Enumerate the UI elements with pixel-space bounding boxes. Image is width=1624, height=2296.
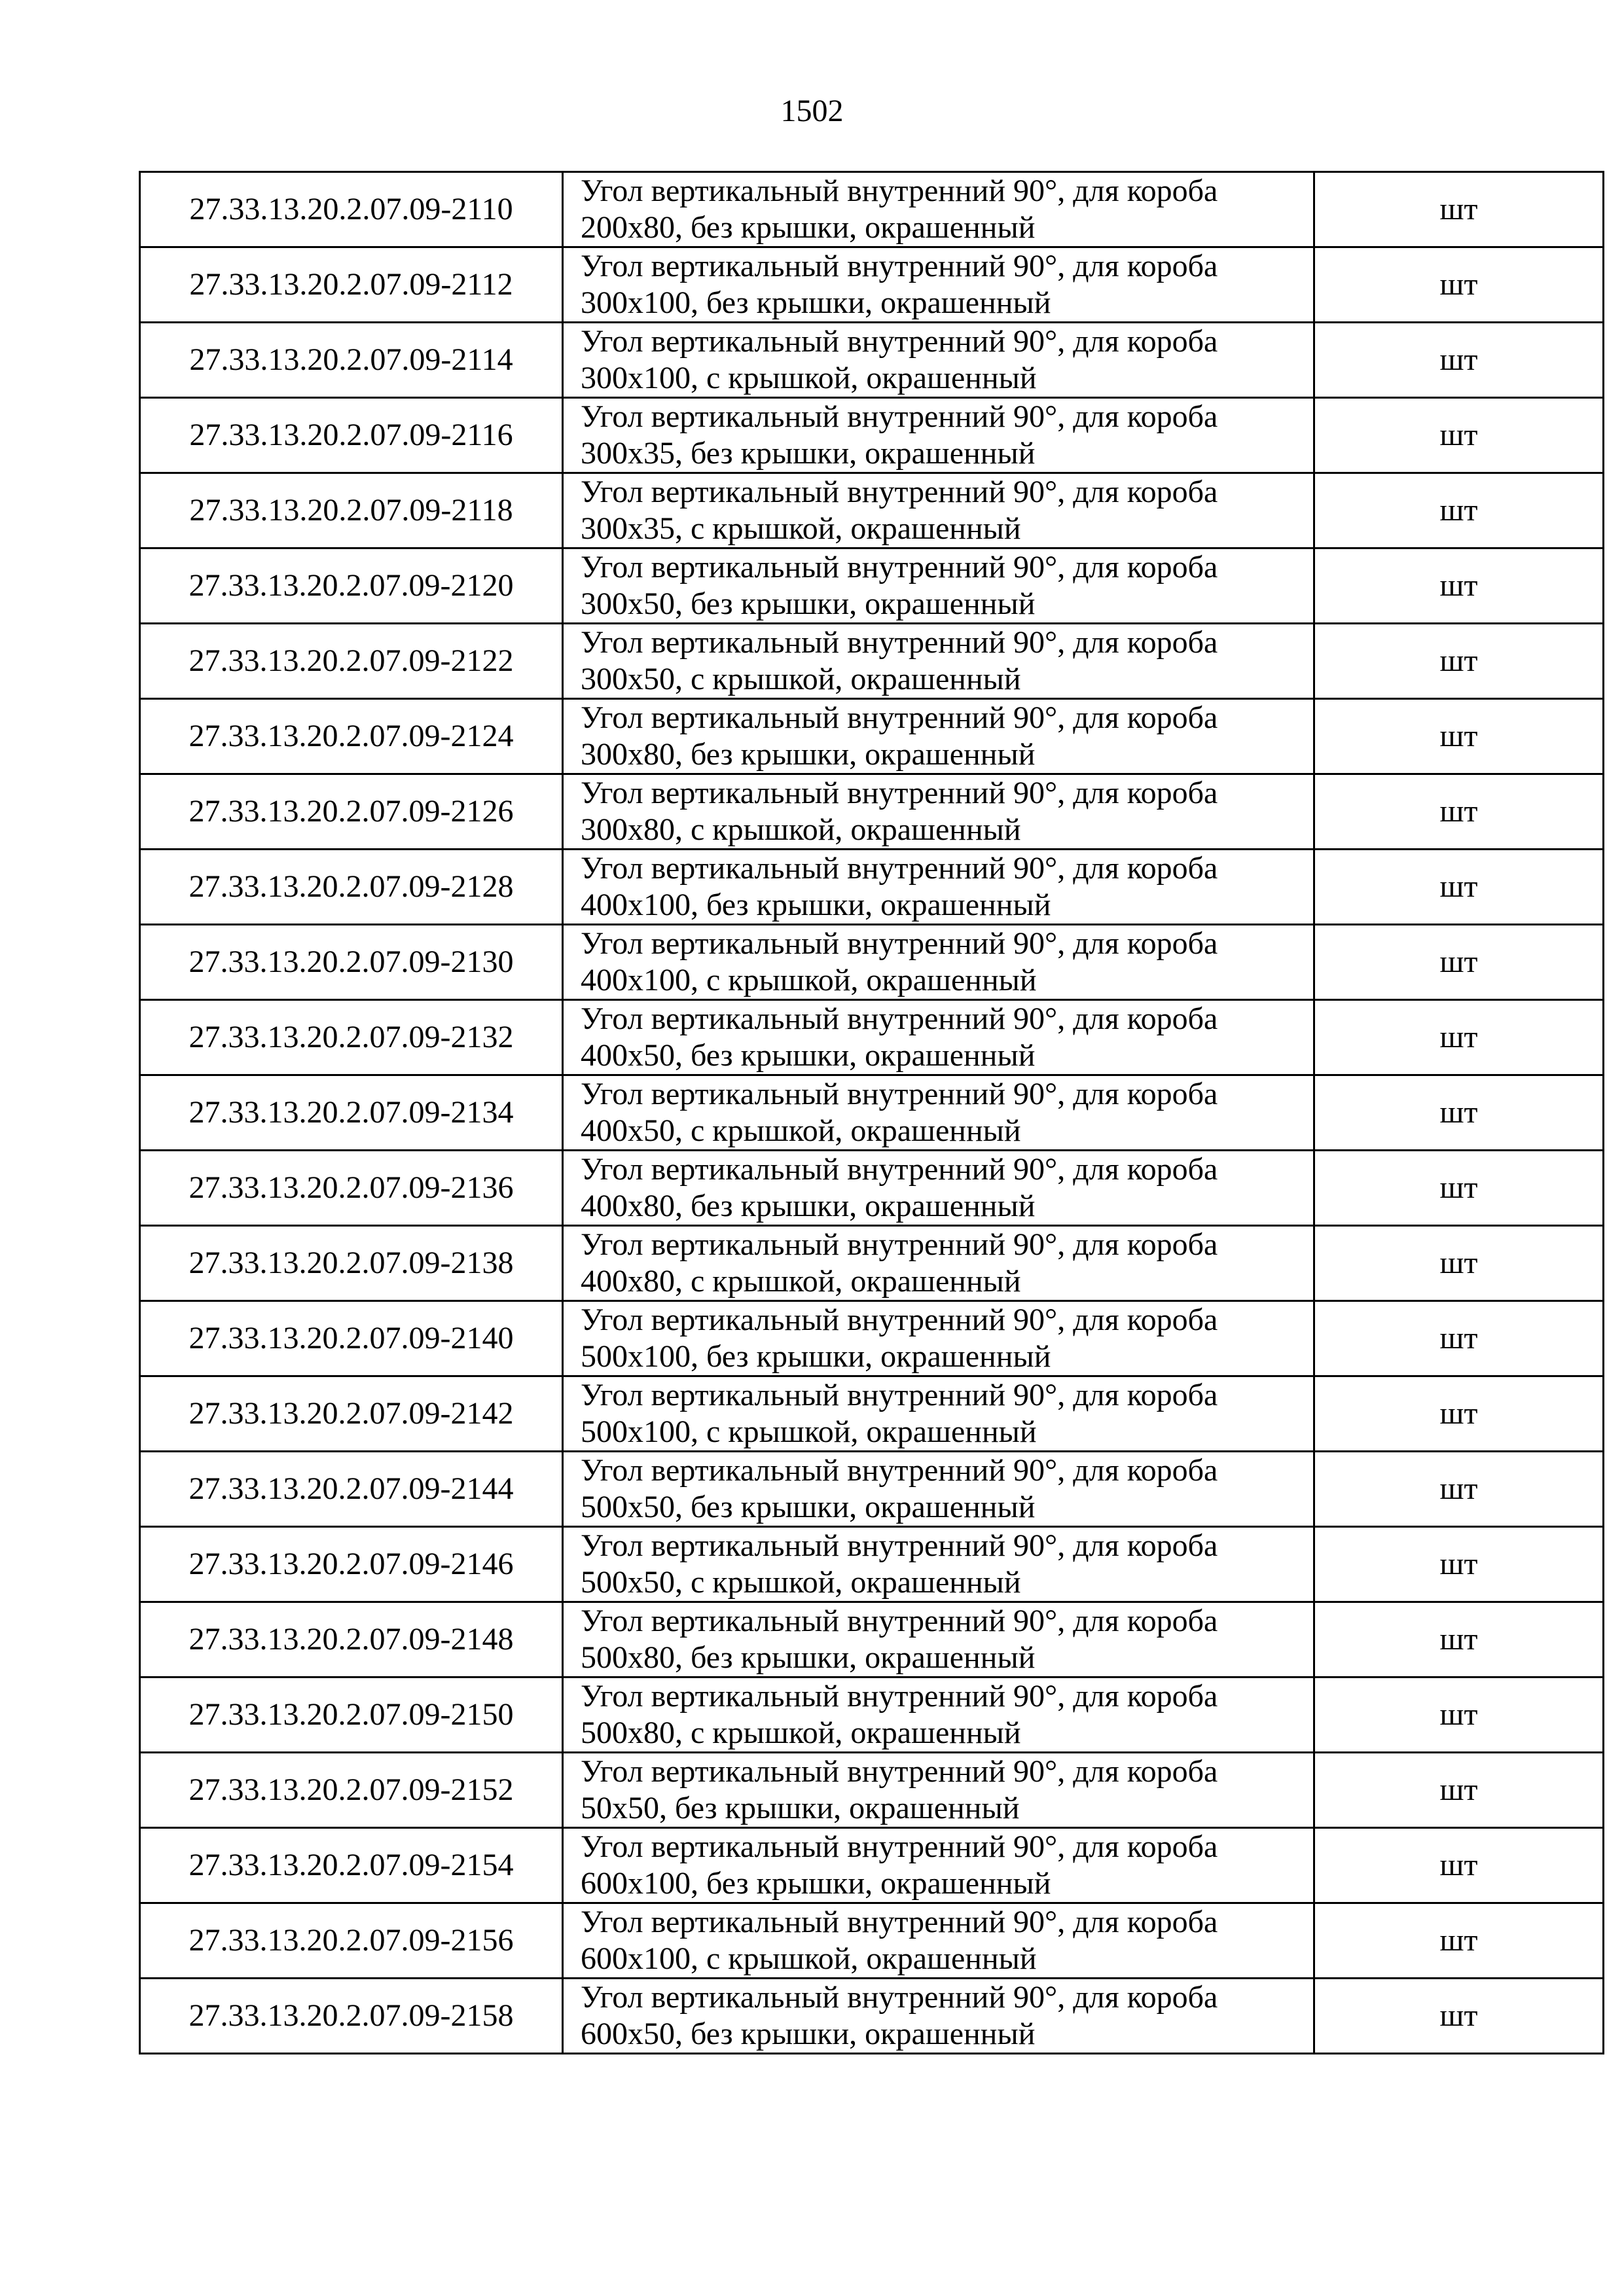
item-code: 27.33.13.20.2.07.09-2152 xyxy=(140,1753,563,1828)
item-unit: шт xyxy=(1314,624,1604,699)
item-name xyxy=(563,247,1314,323)
item-name-line-2: 300х80, с крышкой, окрашенный xyxy=(581,812,1021,847)
item-name xyxy=(563,925,1314,1000)
item-name xyxy=(563,323,1314,398)
item-code: 27.33.13.20.2.07.09-2130 xyxy=(140,925,563,1000)
table-row xyxy=(140,1075,1604,1151)
item-name-line-1: Угол вертикальный внутренний 90°, для короба xyxy=(581,399,1218,434)
item-unit: шт xyxy=(1314,1979,1604,2054)
item-name-line-2: 500х50, с крышкой, окрашенный xyxy=(581,1565,1021,1600)
table-row xyxy=(140,1979,1604,2054)
table-row xyxy=(140,323,1604,398)
item-name-line-1: Угол вертикальный внутренний 90°, для короба xyxy=(581,1378,1218,1412)
item-unit: шт xyxy=(1314,398,1604,473)
item-code: 27.33.13.20.2.07.09-2114 xyxy=(140,323,563,398)
item-unit: шт xyxy=(1314,1527,1604,1602)
table-row xyxy=(140,1226,1604,1301)
item-name-line-1: Угол вертикальный внутренний 90°, для короба xyxy=(581,1001,1218,1036)
item-name xyxy=(563,1452,1314,1527)
item-name xyxy=(563,1075,1314,1151)
table-row xyxy=(140,1151,1604,1226)
item-unit: шт xyxy=(1314,247,1604,323)
item-name-line-2: 300х50, без крышки, окрашенный xyxy=(581,586,1036,621)
item-unit: шт xyxy=(1314,774,1604,850)
item-code: 27.33.13.20.2.07.09-2122 xyxy=(140,624,563,699)
item-unit: шт xyxy=(1314,1376,1604,1452)
item-name xyxy=(563,1828,1314,1903)
item-code: 27.33.13.20.2.07.09-2154 xyxy=(140,1828,563,1903)
item-name-line-1: Угол вертикальный внутренний 90°, для короба xyxy=(581,1227,1218,1262)
item-name-line-2: 400х80, с крышкой, окрашенный xyxy=(581,1264,1021,1299)
table-row xyxy=(140,1753,1604,1828)
table-row xyxy=(140,1301,1604,1376)
item-name-line-1: Угол вертикальный внутренний 90°, для короба xyxy=(581,1077,1218,1111)
item-unit: шт xyxy=(1314,699,1604,774)
item-name-line-1: Угол вертикальный внутренний 90°, для короба xyxy=(581,776,1218,810)
item-name-line-1: Угол вертикальный внутренний 90°, для короба xyxy=(581,851,1218,886)
item-code: 27.33.13.20.2.07.09-2128 xyxy=(140,850,563,925)
item-unit: шт xyxy=(1314,548,1604,624)
table-row xyxy=(140,1000,1604,1075)
item-unit: шт xyxy=(1314,925,1604,1000)
item-name xyxy=(563,473,1314,548)
item-unit: шт xyxy=(1314,1301,1604,1376)
item-name xyxy=(563,548,1314,624)
item-code: 27.33.13.20.2.07.09-2136 xyxy=(140,1151,563,1226)
item-name-line-2: 600х50, без крышки, окрашенный xyxy=(581,2017,1036,2051)
item-name-line-2: 400х80, без крышки, окрашенный xyxy=(581,1189,1036,1223)
item-name-line-1: Угол вертикальный внутренний 90°, для короба xyxy=(581,625,1218,660)
item-name-line-1: Угол вертикальный внутренний 90°, для короба xyxy=(581,926,1218,961)
item-code: 27.33.13.20.2.07.09-2132 xyxy=(140,1000,563,1075)
table-row xyxy=(140,473,1604,548)
item-unit: шт xyxy=(1314,1151,1604,1226)
item-name-line-1: Угол вертикальный внутренний 90°, для короба xyxy=(581,1829,1218,1864)
item-name xyxy=(563,699,1314,774)
item-code: 27.33.13.20.2.07.09-2140 xyxy=(140,1301,563,1376)
table-row xyxy=(140,548,1604,624)
table-row xyxy=(140,172,1604,247)
item-name-line-1: Угол вертикальный внутренний 90°, для короба xyxy=(581,1679,1218,1713)
item-name xyxy=(563,398,1314,473)
item-name-line-2: 500х80, с крышкой, окрашенный xyxy=(581,1715,1021,1750)
item-name-line-1: Угол вертикальный внутренний 90°, для короба xyxy=(581,475,1218,509)
item-code: 27.33.13.20.2.07.09-2142 xyxy=(140,1376,563,1452)
item-unit: шт xyxy=(1314,1000,1604,1075)
item-name-line-2: 300х50, с крышкой, окрашенный xyxy=(581,662,1021,696)
item-name-line-2: 50х50, без крышки, окрашенный xyxy=(581,1791,1020,1825)
item-code: 27.33.13.20.2.07.09-2120 xyxy=(140,548,563,624)
item-name xyxy=(563,1226,1314,1301)
item-code: 27.33.13.20.2.07.09-2116 xyxy=(140,398,563,473)
item-name-line-2: 500х100, с крышкой, окрашенный xyxy=(581,1414,1037,1449)
item-unit: шт xyxy=(1314,850,1604,925)
item-name-line-2: 300х35, с крышкой, окрашенный xyxy=(581,511,1021,546)
item-name-line-2: 400х100, с крышкой, окрашенный xyxy=(581,963,1037,997)
item-name-line-2: 500х80, без крышки, окрашенный xyxy=(581,1640,1036,1675)
item-code: 27.33.13.20.2.07.09-2112 xyxy=(140,247,563,323)
item-unit: шт xyxy=(1314,1828,1604,1903)
item-name xyxy=(563,1903,1314,1979)
item-name-line-1: Угол вертикальный внутренний 90°, для короба xyxy=(581,1453,1218,1488)
item-name-line-2: 600х100, с крышкой, окрашенный xyxy=(581,1941,1037,1976)
item-code: 27.33.13.20.2.07.09-2124 xyxy=(140,699,563,774)
item-name-line-2: 400х100, без крышки, окрашенный xyxy=(581,888,1051,922)
item-name-line-2: 200х80, без крышки, окрашенный xyxy=(581,210,1036,245)
item-name-line-2: 300х100, с крышкой, окрашенный xyxy=(581,361,1037,395)
item-unit: шт xyxy=(1314,1753,1604,1828)
item-code: 27.33.13.20.2.07.09-2134 xyxy=(140,1075,563,1151)
item-unit: шт xyxy=(1314,1226,1604,1301)
item-name-line-1: Угол вертикальный внутренний 90°, для короба xyxy=(581,700,1218,735)
table-row xyxy=(140,774,1604,850)
item-name-line-2: 600х100, без крышки, окрашенный xyxy=(581,1866,1051,1901)
item-name xyxy=(563,1000,1314,1075)
item-name-line-2: 300х35, без крышки, окрашенный xyxy=(581,436,1036,471)
item-name xyxy=(563,850,1314,925)
item-name xyxy=(563,1376,1314,1452)
item-code: 27.33.13.20.2.07.09-2148 xyxy=(140,1602,563,1677)
item-unit: шт xyxy=(1314,1903,1604,1979)
page-number: 1502 xyxy=(780,94,844,128)
table-row xyxy=(140,850,1604,925)
item-name-line-1: Угол вертикальный внутренний 90°, для короба xyxy=(581,324,1218,359)
item-name-line-2: 400х50, без крышки, окрашенный xyxy=(581,1038,1036,1073)
item-name-line-2: 500х100, без крышки, окрашенный xyxy=(581,1339,1051,1374)
item-name xyxy=(563,624,1314,699)
item-unit: шт xyxy=(1314,473,1604,548)
table-row xyxy=(140,699,1604,774)
table-row xyxy=(140,1452,1604,1527)
item-code: 27.33.13.20.2.07.09-2158 xyxy=(140,1979,563,2054)
item-name-line-1: Угол вертикальный внутренний 90°, для короба xyxy=(581,1980,1218,2015)
item-code: 27.33.13.20.2.07.09-2156 xyxy=(140,1903,563,1979)
item-code: 27.33.13.20.2.07.09-2138 xyxy=(140,1226,563,1301)
item-name xyxy=(563,1527,1314,1602)
item-unit: шт xyxy=(1314,323,1604,398)
item-unit: шт xyxy=(1314,1677,1604,1753)
item-name-line-1: Угол вертикальный внутренний 90°, для короба xyxy=(581,173,1218,208)
item-name xyxy=(563,1979,1314,2054)
item-name-line-2: 300х80, без крышки, окрашенный xyxy=(581,737,1036,772)
items-table xyxy=(139,171,1604,2054)
item-code: 27.33.13.20.2.07.09-2126 xyxy=(140,774,563,850)
table-row xyxy=(140,1376,1604,1452)
item-unit: шт xyxy=(1314,1452,1604,1527)
item-code: 27.33.13.20.2.07.09-2150 xyxy=(140,1677,563,1753)
item-name xyxy=(563,1602,1314,1677)
item-name xyxy=(563,774,1314,850)
item-name-line-1: Угол вертикальный внутренний 90°, для короба xyxy=(581,1604,1218,1638)
item-code: 27.33.13.20.2.07.09-2144 xyxy=(140,1452,563,1527)
item-name xyxy=(563,172,1314,247)
table-row xyxy=(140,1677,1604,1753)
item-name xyxy=(563,1301,1314,1376)
table-row xyxy=(140,1903,1604,1979)
table-row xyxy=(140,1602,1604,1677)
item-name-line-1: Угол вертикальный внутренний 90°, для короба xyxy=(581,1152,1218,1187)
item-name-line-2: 300х100, без крышки, окрашенный xyxy=(581,285,1051,320)
item-name-line-1: Угол вертикальный внутренний 90°, для короба xyxy=(581,550,1218,584)
table-row xyxy=(140,1828,1604,1903)
table-row xyxy=(140,398,1604,473)
table-row xyxy=(140,247,1604,323)
item-code: 27.33.13.20.2.07.09-2110 xyxy=(140,172,563,247)
item-name-line-2: 400х50, с крышкой, окрашенный xyxy=(581,1113,1021,1148)
table-body xyxy=(140,172,1604,2054)
item-name-line-1: Угол вертикальный внутренний 90°, для короба xyxy=(581,249,1218,283)
item-name-line-1: Угол вертикальный внутренний 90°, для короба xyxy=(581,1528,1218,1563)
table-row xyxy=(140,1527,1604,1602)
item-name-line-1: Угол вертикальный внутренний 90°, для короба xyxy=(581,1754,1218,1789)
item-unit: шт xyxy=(1314,172,1604,247)
item-name xyxy=(563,1753,1314,1828)
item-unit: шт xyxy=(1314,1075,1604,1151)
item-code: 27.33.13.20.2.07.09-2118 xyxy=(140,473,563,548)
item-name-line-2: 500х50, без крышки, окрашенный xyxy=(581,1490,1036,1524)
item-name xyxy=(563,1151,1314,1226)
item-name xyxy=(563,1677,1314,1753)
item-unit: шт xyxy=(1314,1602,1604,1677)
item-name-line-1: Угол вертикальный внутренний 90°, для короба xyxy=(581,1905,1218,1939)
item-code: 27.33.13.20.2.07.09-2146 xyxy=(140,1527,563,1602)
table-row xyxy=(140,925,1604,1000)
table-row xyxy=(140,624,1604,699)
item-name-line-1: Угол вертикальный внутренний 90°, для короба xyxy=(581,1302,1218,1337)
